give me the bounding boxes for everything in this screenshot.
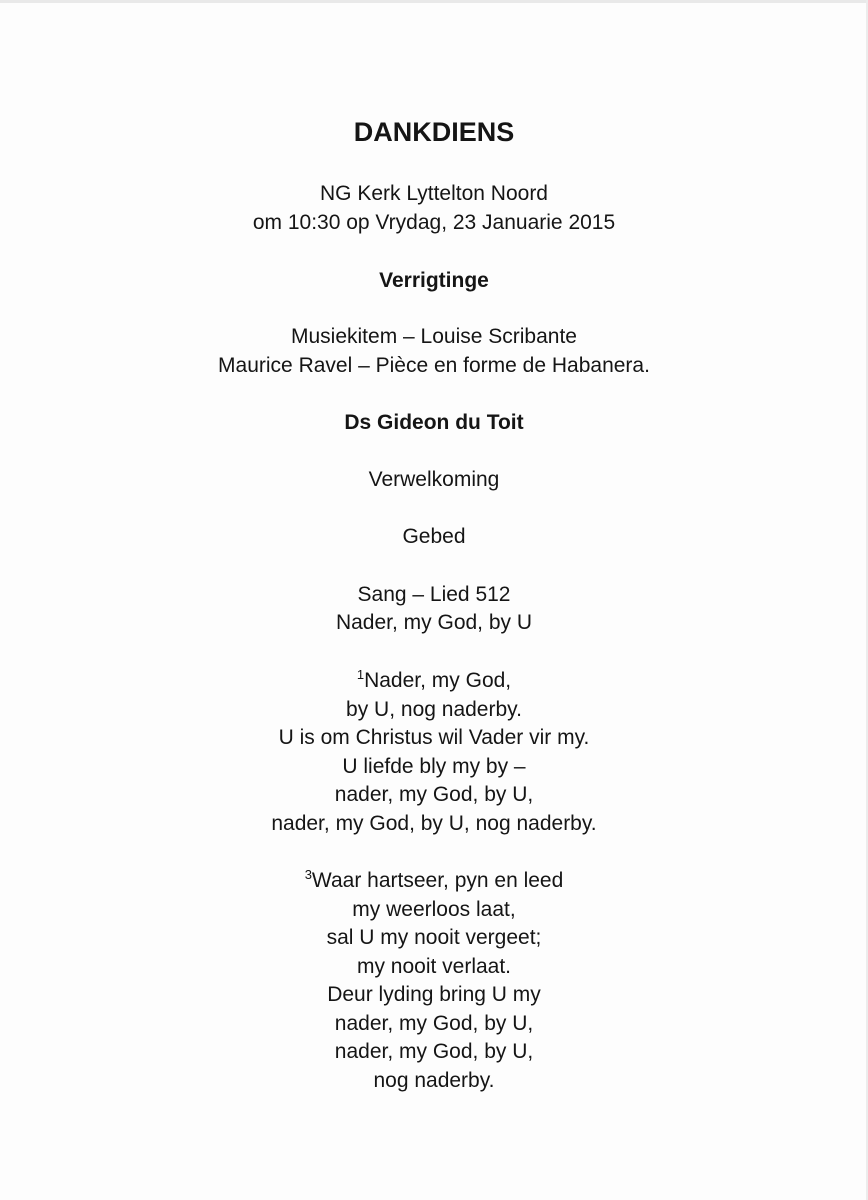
song-number: Sang – Lied 512 (357, 583, 511, 606)
verse1-line: by U, nog naderby. (346, 698, 522, 721)
verse3-line-text: Waar hartseer, pyn en leed (311, 869, 564, 892)
verse3-line: sal U my nooit vergeet; (326, 926, 542, 949)
verse3-line: nog naderby. (373, 1069, 495, 1092)
verse3-line (0, 867, 868, 895)
section-heading: Verrigtinge (379, 269, 489, 292)
verse1-line: U is om Christus wil Vader vir my. (278, 726, 590, 749)
service-datetime: om 10:30 op Vrydag, 23 Januarie 2015 (252, 211, 616, 234)
order-welcome: Verwelkoming (368, 468, 500, 491)
verse3-line: nader, my God, by U, (334, 1012, 534, 1035)
verse3-number: 3 (304, 867, 312, 882)
verse1-line: nader, my God, by U, (334, 783, 534, 806)
verse1-line: nader, my God, by U, nog naderby. (271, 812, 597, 835)
church-name: NG Kerk Lyttelton Noord (320, 182, 548, 205)
verse3-line: nader, my God, by U, (334, 1040, 534, 1063)
scan-edge-top (0, 0, 868, 3)
order-prayer: Gebed (402, 525, 466, 548)
verse3-line: my nooit verlaat. (356, 955, 512, 978)
verse1-number: 1 (356, 667, 365, 682)
minister-name: Ds Gideon du Toit (344, 411, 524, 434)
song-title: Nader, my God, by U (335, 611, 533, 634)
document-title: DANKDIENS (353, 117, 515, 147)
music-item: Musiekitem – Louise Scribante (291, 325, 577, 348)
verse1-line (0, 667, 868, 695)
music-piece: Maurice Ravel – Pièce en forme de Habanera. (218, 354, 650, 377)
verse3-line: my weerloos laat, (352, 898, 516, 921)
verse1-line-text: Nader, my God, (364, 669, 512, 692)
verse1-line: U liefde bly my by – (342, 755, 526, 778)
verse3-line: Deur lyding bring U my (327, 983, 541, 1006)
